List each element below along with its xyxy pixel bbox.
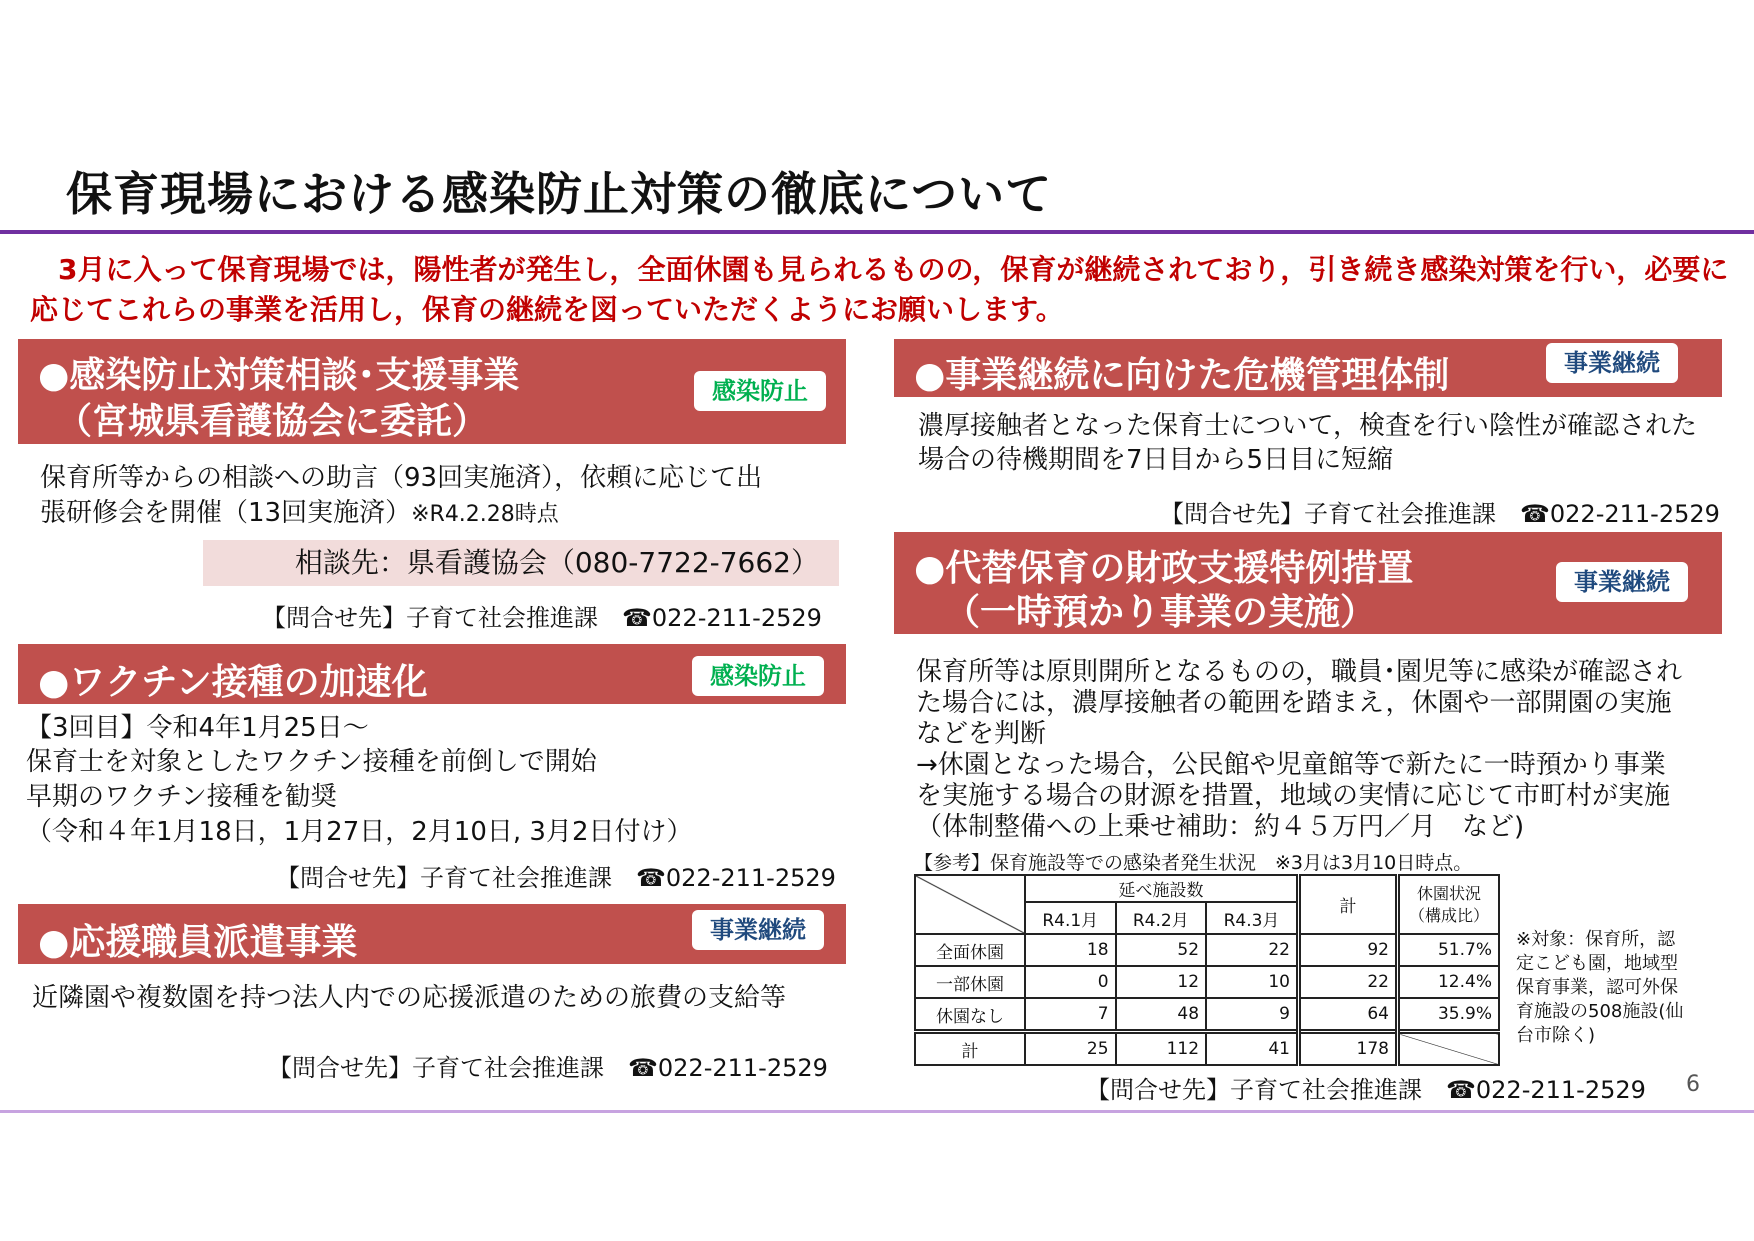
badge-business-continuity: 事業継続: [1546, 343, 1678, 383]
table-cell: 48: [1116, 998, 1207, 1032]
table-cell-total: 178: [1299, 1032, 1398, 1066]
finance-subheading: （一時預かり事業の実施）: [944, 592, 1377, 633]
page-number: 6: [1686, 1072, 1700, 1097]
table-row: [915, 966, 1499, 998]
contact-info: 【問合せ先】子育て社会推進課 ☎022-211-2529: [1160, 500, 1720, 528]
vaccine-line: 【3回目】令和4年1月25日～: [26, 713, 369, 743]
consult-body-line: [40, 497, 559, 531]
contact-info: 【問合せ先】子育て社会推進課 ☎022-211-2529: [262, 604, 822, 632]
crisis-body-line: 場合の待機期間を7日目から5日目に短縮: [918, 445, 1394, 475]
badge-business-continuity: 事業継続: [1556, 562, 1688, 602]
consult-body-line: 保育所等からの相談への助言（93回実施済），依頼に応じて出: [40, 463, 763, 493]
table-month-header: R4.2月: [1116, 902, 1207, 934]
status-header-line: （構成比）: [1408, 905, 1489, 925]
row-label: 休園なし: [915, 998, 1025, 1032]
table-cell-total: 22: [1299, 966, 1398, 998]
consult-header: [18, 339, 846, 444]
table-cell-ratio: 51.7%: [1398, 934, 1500, 966]
table-cell: 22: [1206, 934, 1298, 966]
support-staff-header: [18, 904, 846, 964]
table-row: [915, 1032, 1499, 1066]
finance-heading: ●代替保育の財政支援特例措置: [914, 548, 1414, 589]
vaccine-heading: ●ワクチン接種の加速化: [38, 662, 428, 703]
consult-date-note: ※R4.2.28時点: [411, 502, 559, 527]
table-cell: 112: [1116, 1032, 1207, 1066]
table-cell: 9: [1206, 998, 1298, 1032]
page-title: 保育現場における感染防止対策の徹底について: [66, 167, 1053, 221]
table-cell: 12: [1116, 966, 1207, 998]
lead-message: 3月に入って保育現場では，陽性者が発生し，全面休園も見られるものの，保育が継続されており，引き続き感染対策を行い，必要に応じてこれらの事業を活用し，保育の継続を図っていただくようにお願いします。: [30, 253, 1729, 326]
row-label: 一部休園: [915, 966, 1025, 998]
table-cell: 7: [1025, 998, 1116, 1032]
vaccine-line: 保育士を対象としたワクチン接種を前倒しで開始: [26, 747, 597, 777]
row-label: 全面休園: [915, 934, 1025, 966]
target-note: ※対象：保育所，認定こども園，地域型保育事業，認可外保育施設の508施設(仙台市除く): [1516, 929, 1684, 1046]
table-status-header: [1398, 875, 1500, 934]
table-cell: 0: [1025, 966, 1116, 998]
consult-body-text: 張研修会を開催（13回実施済）: [40, 498, 412, 528]
contact-info: 【問合せ先】子育て社会推進課 ☎022-211-2529: [276, 864, 836, 892]
infection-status-table: [914, 874, 1500, 1066]
footer-rule: [0, 1110, 1754, 1113]
table-total-header: 計: [1299, 875, 1398, 934]
consult-heading: ●感染防止対策相談･支援事業: [38, 355, 520, 396]
vaccine-line: 早期のワクチン接種を勧奨: [26, 782, 337, 812]
finance-line: た場合には，濃厚接触者の範囲を踏まえ，休園や一部開園の実施: [916, 688, 1672, 718]
contact-info: 【問合せ先】子育て社会推進課 ☎022-211-2529: [268, 1054, 828, 1082]
table-cell-ratio: 35.9%: [1398, 998, 1500, 1032]
finance-header: [894, 532, 1722, 634]
support-staff-heading: ●応援職員派遣事業: [38, 922, 358, 963]
vaccine-line: （令和４年1月18日，1月27日，2月10日, 3月2日付け）: [26, 817, 693, 847]
finance-line: 保育所等は原則開所となるものの，職員･園児等に感染が確認され: [916, 657, 1682, 687]
reference-caption: 【参考】保育施設等での感染者発生状況 ※3月は3月10日時点。: [914, 852, 1473, 874]
status-header-line: 休園状況: [1416, 883, 1481, 903]
table-row: [915, 998, 1499, 1032]
table-row: [915, 934, 1499, 966]
table-cell-total: 92: [1299, 934, 1398, 966]
row-label: 計: [915, 1032, 1025, 1066]
consult-subheading: （宮城県看護協会に委託）: [56, 401, 489, 442]
table-corner-cell: [915, 875, 1025, 934]
finance-line: →休園となった場合，公民館や児童館等で新たに一時預かり事業: [916, 750, 1666, 780]
table-cell: 52: [1116, 934, 1207, 966]
table-cell: 10: [1206, 966, 1298, 998]
table-cell-ratio: 12.4%: [1398, 966, 1500, 998]
finance-line: （体制整備への上乗せ補助：約４５万円／月 など): [916, 812, 1525, 842]
badge-infection-prevention: 感染防止: [694, 371, 826, 411]
crisis-heading: ●事業継続に向けた危機管理体制: [914, 355, 1450, 396]
title-rule: [0, 230, 1754, 234]
consult-destination-box: 相談先：県看護協会（080-7722-7662）: [203, 540, 839, 586]
table-cell: 18: [1025, 934, 1116, 966]
table-cell-total: 64: [1299, 998, 1398, 1032]
badge-business-continuity: 事業継続: [692, 910, 824, 950]
crisis-header: [894, 339, 1722, 397]
table-month-header: R4.1月: [1025, 902, 1116, 934]
table-cell: 25: [1025, 1032, 1116, 1066]
badge-infection-prevention: 感染防止: [692, 656, 824, 696]
table-group-header: 延べ施設数: [1025, 875, 1299, 902]
contact-info: 【問合せ先】子育て社会推進課 ☎022-211-2529: [1086, 1076, 1646, 1104]
table-cell: 41: [1206, 1032, 1298, 1066]
table-cell-ratio: [1398, 1032, 1500, 1066]
table-month-header: R4.3月: [1206, 902, 1298, 934]
support-staff-body: 近隣園や複数園を持つ法人内での応援派遣のための旅費の支給等: [32, 983, 787, 1013]
finance-line: を実施する場合の財源を措置，地域の実情に応じて市町村が実施: [916, 781, 1671, 811]
vaccine-header: [18, 644, 846, 704]
crisis-body-line: 濃厚接触者となった保育士について，検査を行い陰性が確認された: [918, 411, 1697, 441]
finance-line: などを判断: [916, 719, 1047, 749]
